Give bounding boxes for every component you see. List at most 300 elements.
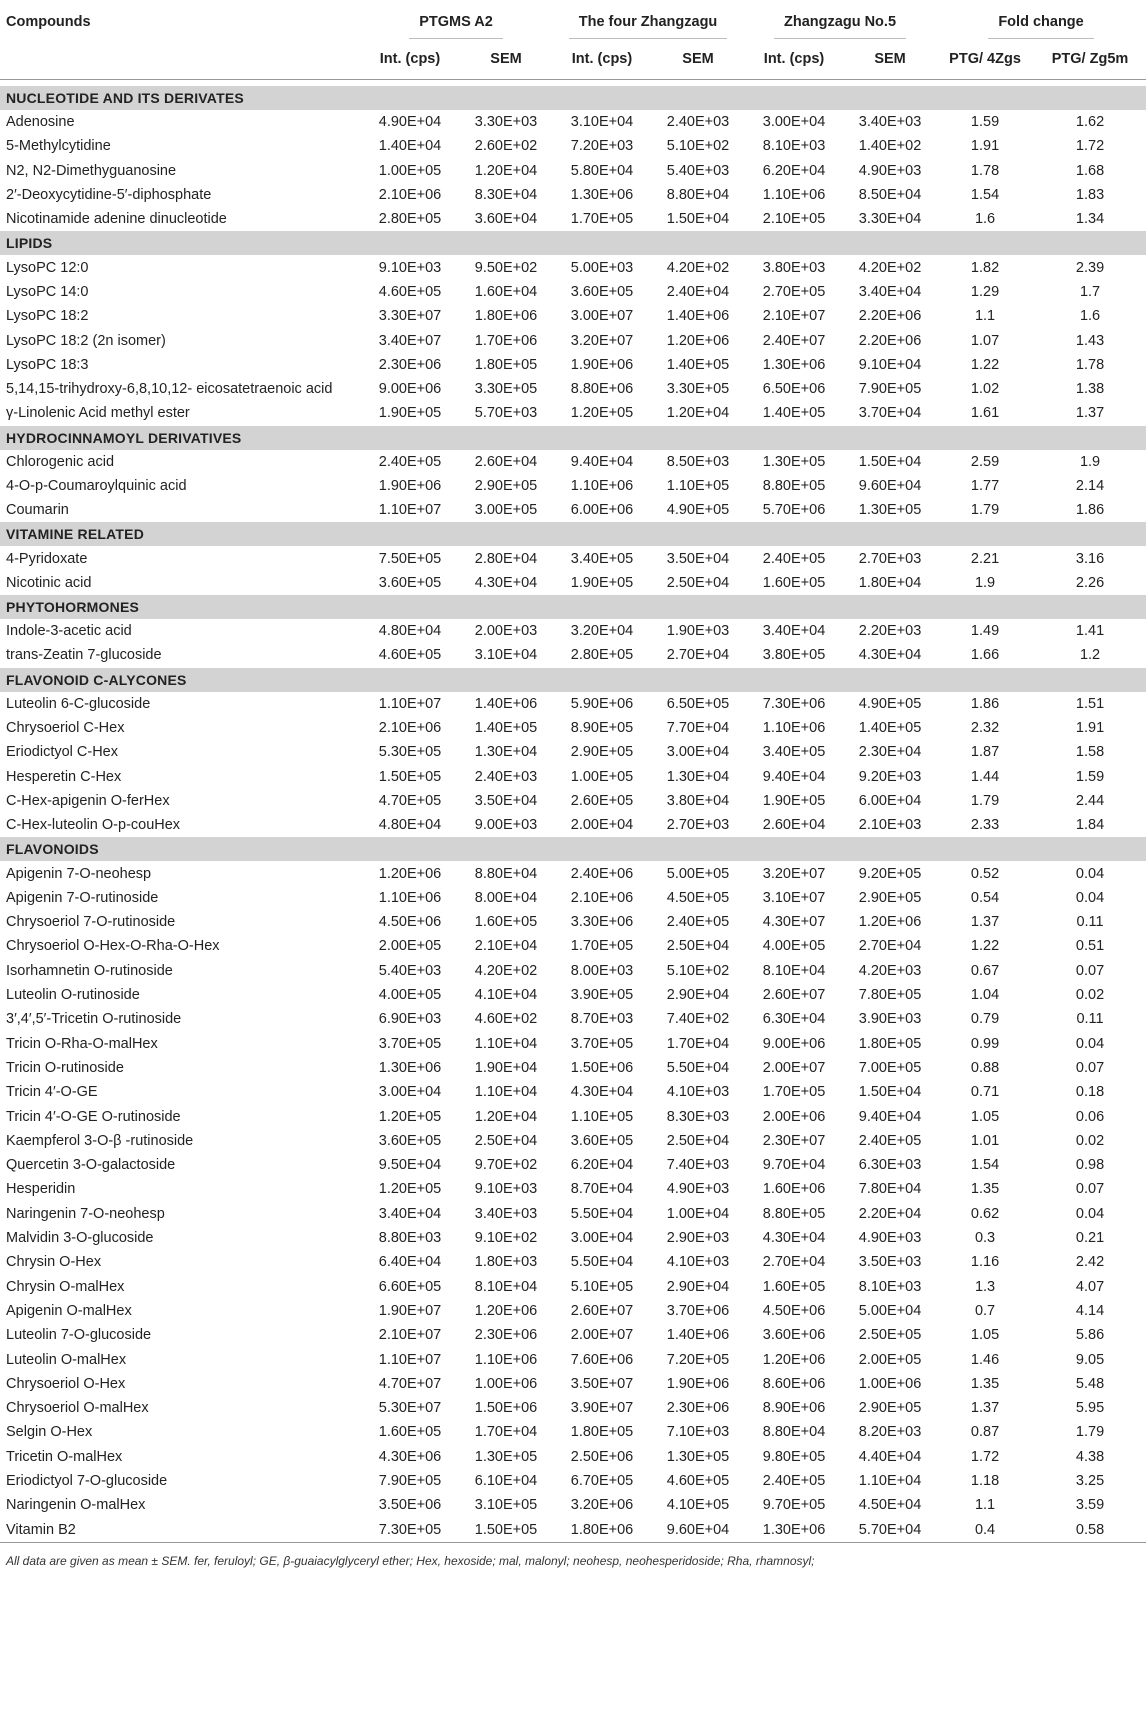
value-cell: 4.30E+04 — [570, 1084, 634, 1101]
value-cell: 2.40E+04 — [666, 283, 730, 300]
value-cell: 3.60E+04 — [474, 211, 538, 228]
value-cell: 9.00E+06 — [378, 381, 442, 398]
value-cell: 7.20E+05 — [666, 1351, 730, 1368]
compound-name: C-Hex-luteolin O-p-couHex — [6, 817, 181, 834]
value-cell: 3.70E+05 — [570, 1035, 634, 1052]
table-row — [0, 255, 1146, 279]
value-cell: 7.40E+03 — [666, 1157, 730, 1174]
compound-name: 4-Pyridoxate — [6, 550, 88, 567]
value-cell: 3.60E+05 — [378, 574, 442, 591]
value-cell: 0.06 — [1075, 1108, 1105, 1125]
value-cell: 1.10E+07 — [378, 695, 442, 712]
value-cell: 9.20E+05 — [858, 865, 922, 882]
value-cell: 1.50E+06 — [474, 1400, 538, 1417]
compound-name: Eriodictyol C-Hex — [6, 744, 118, 761]
value-cell: 0.4 — [974, 1521, 996, 1538]
compound-name: Tricin O-rutinoside — [6, 1059, 124, 1076]
value-cell: 5.10E+05 — [570, 1278, 634, 1295]
value-cell: 1.30E+06 — [378, 1059, 442, 1076]
value-cell: 5.70E+04 — [858, 1521, 922, 1538]
value-cell: 0.62 — [970, 1205, 1000, 1222]
value-cell: 2.40E+07 — [762, 332, 826, 349]
value-cell: 2.44 — [1075, 792, 1105, 809]
table-row — [0, 1007, 1146, 1031]
compound-name: Nicotinic acid — [6, 574, 92, 591]
value-cell: 1.30E+05 — [474, 1448, 538, 1465]
value-cell: 4.14 — [1075, 1302, 1105, 1319]
value-cell: 3.40E+05 — [762, 744, 826, 761]
value-cell: 2.00E+03 — [474, 623, 538, 640]
value-cell: 4.00E+05 — [762, 938, 826, 955]
group-header-fold-change — [936, 0, 1146, 39]
value-cell: 1.54 — [970, 1157, 1000, 1174]
table-row — [0, 1469, 1146, 1493]
value-cell: 8.10E+04 — [762, 962, 826, 979]
value-cell: 0.99 — [970, 1035, 1000, 1052]
value-cell: 2.80E+05 — [378, 211, 442, 228]
compound-name: Adenosine — [6, 114, 75, 131]
value-cell: 2.50E+06 — [570, 1448, 634, 1465]
compound-name: Apigenin 7-O-rutinoside — [6, 889, 159, 906]
table-row — [0, 983, 1146, 1007]
compound-name: 5,14,15-trihydroxy-6,8,10,12- eicosatetraenoic acid — [6, 381, 333, 398]
value-cell: 7.40E+02 — [666, 1011, 730, 1028]
value-cell: 1.90E+05 — [378, 405, 442, 422]
value-cell: 1.20E+06 — [378, 865, 442, 882]
value-cell: 8.10E+03 — [858, 1278, 922, 1295]
value-cell: 5.40E+03 — [378, 962, 442, 979]
value-cell: 7.00E+05 — [858, 1059, 922, 1076]
value-cell: 3.40E+04 — [762, 623, 826, 640]
value-cell: 4.90E+03 — [858, 162, 922, 179]
value-cell: 3.90E+07 — [570, 1400, 634, 1417]
value-cell: 1.29 — [970, 283, 1000, 300]
value-cell: 1.7 — [1079, 283, 1101, 300]
value-cell: 4.50E+05 — [666, 889, 730, 906]
value-cell: 1.62 — [1075, 114, 1105, 131]
value-cell: 0.04 — [1075, 865, 1105, 882]
value-cell: 1.22 — [970, 356, 1000, 373]
value-cell: 1.20E+06 — [858, 914, 922, 931]
value-cell: 3.60E+05 — [570, 283, 634, 300]
value-cell: 4.90E+03 — [666, 1181, 730, 1198]
value-cell: 9.10E+04 — [858, 356, 922, 373]
value-cell: 3.25 — [1075, 1472, 1105, 1489]
compound-name: Apigenin O-malHex — [6, 1302, 132, 1319]
value-cell: 1.05 — [970, 1108, 1000, 1125]
value-cell: 8.70E+04 — [570, 1181, 634, 1198]
value-cell: 1.00E+05 — [570, 768, 634, 785]
compound-name: N2, N2-Dimethyguanosine — [6, 162, 177, 179]
section-header-row — [0, 86, 1146, 110]
section-header-row — [0, 231, 1146, 255]
value-cell: 2.21 — [970, 550, 1000, 567]
value-cell: 1.50E+04 — [858, 453, 922, 470]
compound-name: Tricin 4′-O-GE O-rutinoside — [6, 1108, 181, 1125]
value-cell: 1.10E+06 — [762, 187, 826, 204]
value-cell: 5.00E+05 — [666, 865, 730, 882]
value-cell: 8.00E+03 — [570, 962, 634, 979]
compound-name: LysoPC 18:2 (2n isomer) — [6, 332, 166, 349]
value-cell: 7.10E+03 — [666, 1424, 730, 1441]
value-cell: 1.70E+04 — [666, 1035, 730, 1052]
value-cell: 4.30E+04 — [474, 574, 538, 591]
value-cell: 3.00E+07 — [570, 308, 634, 325]
value-cell: 8.70E+03 — [570, 1011, 634, 1028]
value-cell: 1.90E+03 — [666, 623, 730, 640]
value-cell: 3.10E+05 — [474, 1497, 538, 1514]
value-cell: 4.30E+06 — [378, 1448, 442, 1465]
value-cell: 7.90E+05 — [378, 1472, 442, 1489]
value-cell: 1.00E+06 — [858, 1375, 922, 1392]
value-cell: 4.20E+03 — [858, 962, 922, 979]
value-cell: 0.79 — [970, 1011, 1000, 1028]
value-cell: 1.79 — [970, 792, 1000, 809]
value-cell: 1.37 — [970, 914, 1000, 931]
value-cell: 4.80E+04 — [378, 817, 442, 834]
table-row — [0, 692, 1146, 716]
table-row — [0, 498, 1146, 522]
value-cell: 9.10E+03 — [474, 1181, 538, 1198]
value-cell: 2.40E+05 — [666, 914, 730, 931]
value-cell: 4.80E+04 — [378, 623, 442, 640]
value-cell: 5.90E+06 — [570, 695, 634, 712]
group-label: The four Zhangzagu — [569, 14, 728, 39]
table-row — [0, 886, 1146, 910]
value-cell: 2.60E+04 — [762, 817, 826, 834]
subheader-sem: SEM — [682, 51, 714, 67]
value-cell: 1.10E+04 — [858, 1472, 922, 1489]
value-cell: 4.38 — [1075, 1448, 1105, 1465]
value-cell: 2.70E+04 — [858, 938, 922, 955]
table-footnote: All data are given as mean ± SEM. fer, feruloyl; GE, β-guaiacylglyceryl ether; Hex, hexoside; mal, malonyl; neohesp, neohesperidoside; Rha, rhamnosyl; — [0, 1542, 1146, 1569]
value-cell: 1.10E+06 — [474, 1351, 538, 1368]
value-cell: 1.40E+06 — [666, 1327, 730, 1344]
table-row — [0, 1493, 1146, 1517]
value-cell: 1.10E+05 — [570, 1108, 634, 1125]
value-cell: 7.60E+06 — [570, 1351, 634, 1368]
value-cell: 1.05 — [970, 1327, 1000, 1344]
value-cell: 2.30E+04 — [858, 744, 922, 761]
value-cell: 1.10E+04 — [474, 1035, 538, 1052]
value-cell: 1.10E+05 — [666, 478, 730, 494]
value-cell: 2.70E+04 — [666, 647, 730, 664]
table-row — [0, 1032, 1146, 1056]
value-cell: 2.70E+05 — [762, 283, 826, 300]
value-cell: 9.60E+04 — [858, 478, 922, 494]
value-cell: 8.80E+05 — [762, 1205, 826, 1222]
value-cell: 0.07 — [1075, 962, 1105, 979]
compound-name: Malvidin 3-O-glucoside — [6, 1230, 154, 1247]
value-cell: 0.21 — [1075, 1230, 1105, 1247]
table-row — [0, 1226, 1146, 1250]
value-cell: 1.30E+05 — [762, 453, 826, 470]
subheader-sem: SEM — [490, 51, 522, 67]
value-cell: 4.50E+04 — [858, 1497, 922, 1514]
table-row — [0, 643, 1146, 667]
compound-name: Quercetin 3-O-galactoside — [6, 1157, 176, 1174]
table-row — [0, 1080, 1146, 1104]
value-cell: 1.01 — [970, 1132, 1000, 1149]
value-cell: 2.10E+05 — [762, 211, 826, 228]
value-cell: 1.68 — [1075, 162, 1105, 179]
value-cell: 9.70E+02 — [474, 1157, 538, 1174]
section-header-row — [0, 426, 1146, 450]
value-cell: 1.83 — [1075, 187, 1105, 204]
value-cell: 3.40E+05 — [570, 550, 634, 567]
table-row — [0, 159, 1146, 183]
value-cell: 6.40E+04 — [378, 1254, 442, 1271]
value-cell: 1.6 — [1079, 308, 1101, 325]
value-cell: 4.20E+02 — [666, 259, 730, 276]
value-cell: 1.07 — [970, 332, 1000, 349]
section-header-row — [0, 595, 1146, 619]
value-cell: 5.00E+03 — [570, 259, 634, 276]
value-cell: 0.11 — [1076, 914, 1104, 931]
value-cell: 8.80E+05 — [762, 478, 826, 494]
value-cell: 8.80E+04 — [474, 865, 538, 882]
section-header-row — [0, 837, 1146, 861]
value-cell: 5.80E+04 — [570, 162, 634, 179]
value-cell: 1.80E+06 — [474, 308, 538, 325]
value-cell: 2.10E+07 — [378, 1327, 442, 1344]
value-cell: 3.30E+07 — [378, 308, 442, 325]
value-cell: 3.30E+05 — [474, 381, 538, 398]
value-cell: 2.90E+05 — [858, 889, 922, 906]
table-row — [0, 861, 1146, 885]
value-cell: 1.37 — [970, 1400, 1000, 1417]
value-cell: 2.30E+07 — [762, 1132, 826, 1149]
compound-name: 2′-Deoxycytidine-5′-diphosphate — [6, 187, 212, 204]
compound-name: Hesperidin — [6, 1181, 76, 1198]
table-row — [0, 813, 1146, 837]
section-title: LIPIDS — [0, 231, 1146, 255]
value-cell: 8.10E+04 — [474, 1278, 538, 1295]
table-row — [0, 765, 1146, 789]
value-cell: 3.40E+03 — [858, 114, 922, 131]
value-cell: 3.60E+05 — [570, 1132, 634, 1149]
value-cell: 1.91 — [970, 138, 1000, 155]
value-cell: 3.40E+04 — [378, 1205, 442, 1222]
value-cell: 4.60E+02 — [474, 1011, 538, 1028]
table-row — [0, 1517, 1146, 1542]
value-cell: 0.02 — [1075, 987, 1105, 1004]
value-cell: 8.80E+06 — [570, 381, 634, 398]
value-cell: 0.88 — [970, 1059, 1000, 1076]
compound-name: 4-O-p-Coumaroylquinic acid — [6, 478, 187, 494]
compound-name: Chrysin O-malHex — [6, 1278, 125, 1295]
value-cell: 8.20E+03 — [858, 1424, 922, 1441]
section-title: FLAVONOIDS — [0, 837, 1146, 861]
value-cell: 9.70E+05 — [762, 1497, 826, 1514]
value-cell: 9.20E+03 — [858, 768, 922, 785]
value-cell: 0.07 — [1075, 1181, 1105, 1198]
compound-name: γ-Linolenic Acid methyl ester — [6, 405, 190, 422]
value-cell: 6.30E+03 — [858, 1157, 922, 1174]
compound-name: LysoPC 12:0 — [6, 259, 89, 276]
compound-name: Isorhamnetin O-rutinoside — [6, 962, 173, 979]
value-cell: 1.10E+06 — [570, 478, 634, 494]
value-cell: 6.20E+04 — [762, 162, 826, 179]
value-cell: 2.00E+05 — [858, 1351, 922, 1368]
value-cell: 3.20E+04 — [570, 623, 634, 640]
compound-name: Chrysoeriol O-Hex-O-Rha-O-Hex — [6, 938, 220, 955]
value-cell: 1.30E+05 — [858, 502, 922, 519]
compound-name: 3′,4′,5′-Tricetin O-rutinoside — [6, 1011, 182, 1028]
value-cell: 1.79 — [970, 502, 1000, 519]
value-cell: 3.10E+07 — [762, 889, 826, 906]
section-title: PHYTOHORMONES — [0, 595, 1146, 619]
value-cell: 3.00E+04 — [666, 744, 730, 761]
value-cell: 3.50E+07 — [570, 1375, 634, 1392]
value-cell: 1.61 — [970, 405, 1000, 422]
value-cell: 5.10E+02 — [666, 138, 730, 155]
value-cell: 5.70E+03 — [474, 405, 538, 422]
value-cell: 4.70E+05 — [378, 792, 442, 809]
compound-name: LysoPC 14:0 — [6, 283, 89, 300]
table-row — [0, 1299, 1146, 1323]
group-header-four-zhangzagu — [552, 0, 744, 39]
value-cell: 2.80E+04 — [474, 550, 538, 567]
value-cell: 5.48 — [1075, 1375, 1105, 1392]
value-cell: 2.20E+06 — [858, 308, 922, 325]
header-spacer — [0, 39, 360, 80]
compound-name: Nicotinamide adenine dinucleotide — [6, 211, 227, 228]
value-cell: 1.50E+05 — [474, 1521, 538, 1538]
value-cell: 2.90E+05 — [858, 1400, 922, 1417]
compound-name: Luteolin 7-O-glucoside — [6, 1327, 152, 1344]
value-cell: 1.72 — [970, 1448, 1000, 1465]
value-cell: 2.10E+06 — [378, 720, 442, 737]
value-cell: 0.7 — [974, 1302, 996, 1319]
value-cell: 2.14 — [1075, 478, 1105, 494]
value-cell: 0.3 — [974, 1230, 996, 1247]
value-cell: 1.90E+06 — [378, 478, 442, 494]
table-row — [0, 619, 1146, 643]
value-cell: 6.50E+06 — [762, 381, 826, 398]
value-cell: 1.1 — [974, 308, 996, 325]
value-cell: 1.70E+05 — [570, 211, 634, 228]
table-row — [0, 910, 1146, 934]
table-row — [0, 546, 1146, 570]
table-row — [0, 353, 1146, 377]
value-cell: 0.51 — [1075, 938, 1105, 955]
value-cell: 1.86 — [970, 695, 1000, 712]
value-cell: 3.00E+04 — [762, 114, 826, 131]
value-cell: 2.30E+06 — [474, 1327, 538, 1344]
value-cell: 5.50E+04 — [570, 1205, 634, 1222]
value-cell: 1.10E+07 — [378, 1351, 442, 1368]
value-cell: 0.07 — [1075, 1059, 1105, 1076]
value-cell: 4.90E+05 — [858, 695, 922, 712]
value-cell: 8.80E+03 — [378, 1230, 442, 1247]
value-cell: 2.90E+03 — [666, 1230, 730, 1247]
value-cell: 1.58 — [1075, 744, 1105, 761]
value-cell: 2.00E+07 — [570, 1327, 634, 1344]
value-cell: 7.80E+05 — [858, 987, 922, 1004]
value-cell: 1.10E+07 — [378, 502, 442, 519]
subheader-int: Int. (cps) — [763, 51, 825, 67]
value-cell: 1.80E+05 — [570, 1424, 634, 1441]
value-cell: 1.90E+06 — [666, 1375, 730, 1392]
value-cell: 1.60E+05 — [762, 574, 826, 591]
value-cell: 1.04 — [970, 987, 1000, 1004]
value-cell: 3.30E+04 — [858, 211, 922, 228]
value-cell: 1.59 — [970, 114, 1000, 131]
compound-name: Chrysoeriol 7-O-rutinoside — [6, 914, 176, 931]
table-row — [0, 1202, 1146, 1226]
value-cell: 1.60E+04 — [474, 283, 538, 300]
value-cell: 0.18 — [1075, 1084, 1105, 1101]
value-cell: 2.30E+06 — [378, 356, 442, 373]
table-row — [0, 1056, 1146, 1080]
value-cell: 8.80E+04 — [762, 1424, 826, 1441]
value-cell: 1.86 — [1075, 502, 1105, 519]
value-cell: 2.40E+05 — [858, 1132, 922, 1149]
value-cell: 1.51 — [1075, 695, 1105, 712]
compound-name: Naringenin O-malHex — [6, 1497, 146, 1514]
value-cell: 1.82 — [970, 259, 1000, 276]
value-cell: 3.30E+03 — [474, 114, 538, 131]
table-row — [0, 183, 1146, 207]
value-cell: 1.46 — [970, 1351, 1000, 1368]
value-cell: 1.34 — [1075, 211, 1105, 228]
table-body — [0, 80, 1146, 1543]
value-cell: 4.50E+06 — [378, 914, 442, 931]
value-cell: 2.70E+03 — [666, 817, 730, 834]
compound-name: trans-Zeatin 7-glucoside — [6, 647, 162, 664]
value-cell: 6.90E+03 — [378, 1011, 442, 1028]
value-cell: 0.87 — [970, 1424, 1000, 1441]
table-row — [0, 328, 1146, 352]
value-cell: 1.50E+04 — [858, 1084, 922, 1101]
compound-name: Luteolin 6-C-glucoside — [6, 695, 151, 712]
value-cell: 2.20E+04 — [858, 1205, 922, 1222]
value-cell: 1.66 — [970, 647, 1000, 664]
value-cell: 0.04 — [1075, 1035, 1105, 1052]
value-cell: 0.04 — [1075, 1205, 1105, 1222]
value-cell: 2.00E+06 — [762, 1108, 826, 1125]
value-cell: 6.60E+05 — [378, 1278, 442, 1295]
value-cell: 8.00E+04 — [474, 889, 538, 906]
value-cell: 1.78 — [970, 162, 1000, 179]
value-cell: 1.70E+06 — [474, 332, 538, 349]
value-cell: 9.00E+06 — [762, 1035, 826, 1052]
value-cell: 1.18 — [970, 1472, 1000, 1489]
value-cell: 3.70E+04 — [858, 405, 922, 422]
value-cell: 2.60E+07 — [762, 987, 826, 1004]
value-cell: 1.1 — [974, 1497, 996, 1514]
value-cell: 1.90E+04 — [474, 1059, 538, 1076]
table-row — [0, 571, 1146, 595]
value-cell: 5.95 — [1075, 1400, 1105, 1417]
compound-name: Chrysin O-Hex — [6, 1254, 102, 1271]
value-cell: 3.00E+04 — [570, 1230, 634, 1247]
value-cell: 3.80E+05 — [762, 647, 826, 664]
value-cell: 3.40E+03 — [474, 1205, 538, 1222]
compound-name: Selgin O-Hex — [6, 1424, 93, 1441]
value-cell: 1.2 — [1079, 647, 1101, 664]
value-cell: 3.00E+04 — [378, 1084, 442, 1101]
value-cell: 1.9 — [1079, 453, 1101, 470]
value-cell: 3.90E+05 — [570, 987, 634, 1004]
value-cell: 4.10E+03 — [666, 1254, 730, 1271]
value-cell: 9.05 — [1075, 1351, 1105, 1368]
value-cell: 5.10E+02 — [666, 962, 730, 979]
value-cell: 2.80E+05 — [570, 647, 634, 664]
value-cell: 1.80E+04 — [858, 574, 922, 591]
value-cell: 9.60E+04 — [666, 1521, 730, 1538]
